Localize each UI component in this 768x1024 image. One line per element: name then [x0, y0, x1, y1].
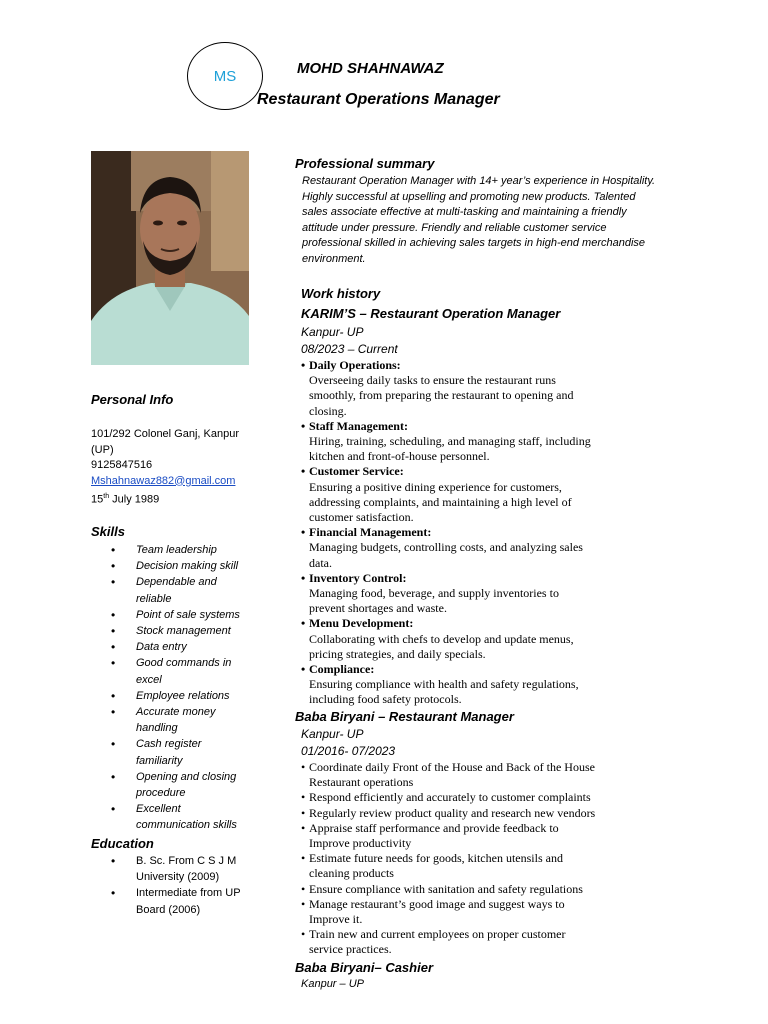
duty-item: • Respond efficiently and accurately to customer complaints	[301, 790, 641, 805]
duty-description: Overseeing daily tasks to ensure the restaurant runs	[309, 373, 556, 388]
duty-item: • Coordinate daily Front of the House and Back of the House	[301, 760, 641, 775]
summary-heading: Professional summary	[295, 156, 435, 171]
address-line-1: 101/292 Colonel Ganj, Kanpur	[91, 428, 239, 440]
duty-description: pricing strategies, and daily specials.	[309, 646, 486, 661]
job3-title: Baba Biryani– Cashier	[295, 960, 434, 975]
duty-item: • Train new and current employees on proper customer	[301, 927, 641, 942]
education-item-text: Board (2006)	[136, 903, 201, 916]
candidate-title: Restaurant Operations Manager	[257, 91, 500, 108]
skill-item-text: • Cash register	[136, 738, 202, 751]
skill-item-text: procedure	[136, 787, 186, 800]
skill-item-text: • Excellent	[136, 803, 181, 816]
duty-item: service practices.	[309, 942, 392, 957]
summary-line: professional skilled in achieving sales targets in high-end merchandise	[302, 237, 646, 249]
job2-title: Baba Biryani – Restaurant Manager	[295, 709, 514, 724]
personal-info-heading: Personal Info	[91, 392, 174, 407]
skill-item	[91, 769, 261, 801]
initials-logo	[187, 42, 263, 110]
duty-label: • Staff Management:	[301, 419, 641, 434]
skill-item-text: • Stock management	[136, 625, 231, 638]
duty-item: Improve it.	[309, 912, 363, 927]
skill-item-text: reliable	[136, 592, 172, 605]
skill-item	[91, 639, 261, 655]
duty-item: • Manage restaurant’s good image and suggest ways to	[301, 897, 641, 912]
duty-description: Collaborating with chefs to develop and update menus,	[309, 631, 574, 646]
duty-description: including food safety protocols.	[309, 692, 462, 707]
summary-line: sales associate effective at multi-tasking and maintaining a friendly	[302, 206, 627, 218]
skill-item-text: familiarity	[136, 754, 183, 767]
education-item-text: University (2009)	[136, 871, 220, 884]
skill-item-text: excel	[136, 673, 162, 686]
skill-item	[91, 655, 261, 687]
job1-duties	[301, 358, 641, 708]
skill-item-text: • Good commands in	[136, 657, 232, 670]
summary-text	[302, 174, 682, 267]
skills-list	[91, 542, 261, 834]
summary-line: attitude under pressure. Friendly and reliable customer service	[302, 221, 607, 234]
profile-photo	[91, 151, 249, 365]
duty-description: addressing complaints, and maintaining a high level of	[309, 494, 572, 509]
duty-description: Hiring, training, scheduling, and managing staff, including	[309, 434, 591, 449]
duty-label: • Compliance:	[301, 662, 641, 677]
duty-item: Improve productivity	[309, 836, 412, 851]
education-item	[91, 885, 261, 917]
duty-description: closing.	[309, 403, 347, 418]
job2-duties	[301, 760, 641, 958]
skill-item	[91, 542, 261, 558]
skill-item	[91, 801, 261, 833]
skill-item	[91, 558, 261, 574]
summary-line: environment.	[302, 252, 366, 265]
initials-text: MS	[213, 67, 237, 85]
work-history-heading: Work history	[301, 286, 381, 301]
job3-location: Kanpur – UP	[301, 978, 364, 990]
duty-description: customer satisfaction.	[309, 510, 414, 525]
personal-info-block	[91, 427, 239, 508]
skill-item-text: • Employee relations	[136, 689, 230, 702]
duty-description: data.	[309, 555, 332, 570]
skill-item-text: • Data entry	[136, 641, 187, 654]
duty-description: Managing budgets, controlling costs, and analyzing sales	[309, 540, 583, 555]
skill-item	[91, 623, 261, 639]
job1-title: KARIM’S – Restaurant Operation Manager	[301, 306, 561, 321]
date-of-birth: 15th July 1989	[91, 493, 160, 506]
skill-item-text: • Team leadership	[136, 544, 217, 556]
candidate-name: MOHD SHAHNAWAZ	[297, 60, 444, 77]
duty-label: • Inventory Control:	[301, 571, 641, 586]
skill-item-text: communication skills	[136, 819, 237, 832]
profile-photo-image	[91, 151, 249, 365]
skill-item-text: • Opening and closing	[136, 770, 237, 783]
duty-item: cleaning products	[309, 866, 394, 881]
duty-item: • Appraise staff performance and provide feedback to	[301, 821, 641, 836]
duty-label: • Financial Management:	[301, 525, 641, 540]
job2-dates: 01/2016- 07/2023	[301, 744, 396, 758]
skills-heading: Skills	[91, 524, 125, 539]
skill-item	[91, 607, 261, 623]
duty-description: Managing food, beverage, and supply inventories to	[309, 586, 559, 601]
duty-description: prevent shortages and waste.	[309, 601, 447, 616]
duty-item: • Ensure compliance with sanitation and safety regulations	[301, 882, 641, 897]
education-item-text: • Intermediate from UP	[136, 887, 241, 900]
duty-label: • Daily Operations:	[301, 358, 641, 373]
duty-description: Ensuring a positive dining experience for customers,	[309, 479, 562, 494]
email-link[interactable]: Mshahnawaz882@gmail.com	[91, 474, 236, 487]
education-item-text: • B. Sc. From C S J M	[136, 855, 237, 867]
education-list	[91, 853, 261, 918]
skill-item	[91, 736, 261, 768]
duty-item: • Regularly review product quality and research new vendors	[301, 806, 641, 821]
duty-label: • Menu Development:	[301, 616, 641, 631]
skill-item-text: • Point of sale systems	[136, 608, 240, 621]
duty-description: smoothly, from preparing the restaurant to opening and	[309, 388, 574, 403]
skill-item-text: • Accurate money	[136, 706, 216, 719]
skill-item	[91, 704, 261, 736]
duty-item: Restaurant operations	[309, 775, 414, 790]
job2-location: Kanpur- UP	[301, 727, 364, 741]
summary-line: Highly successful at upselling and promoting new products. Talented	[302, 190, 636, 203]
skill-item-text: handling	[136, 722, 178, 735]
duty-description: Ensuring compliance with health and safety regulations,	[309, 677, 579, 692]
phone-number: 9125847516	[91, 459, 153, 471]
address-line-2: (UP)	[91, 443, 114, 456]
skill-item	[91, 688, 261, 704]
duty-item: • Estimate future needs for goods, kitchen utensils and	[301, 851, 641, 866]
education-heading: Education	[91, 836, 154, 851]
education-item	[91, 853, 261, 885]
job1-location: Kanpur- UP	[301, 325, 364, 339]
job1-dates: 08/2023 – Current	[301, 342, 398, 356]
skill-item-text: • Decision making skill	[136, 560, 239, 573]
duty-description: kitchen and front-of-house personnel.	[309, 449, 490, 464]
skill-item	[91, 574, 261, 606]
summary-line: Restaurant Operation Manager with 14+ year’s experience in Hospitality.	[302, 175, 656, 187]
skill-item-text: • Dependable and	[136, 576, 217, 589]
duty-label: • Customer Service:	[301, 464, 641, 479]
